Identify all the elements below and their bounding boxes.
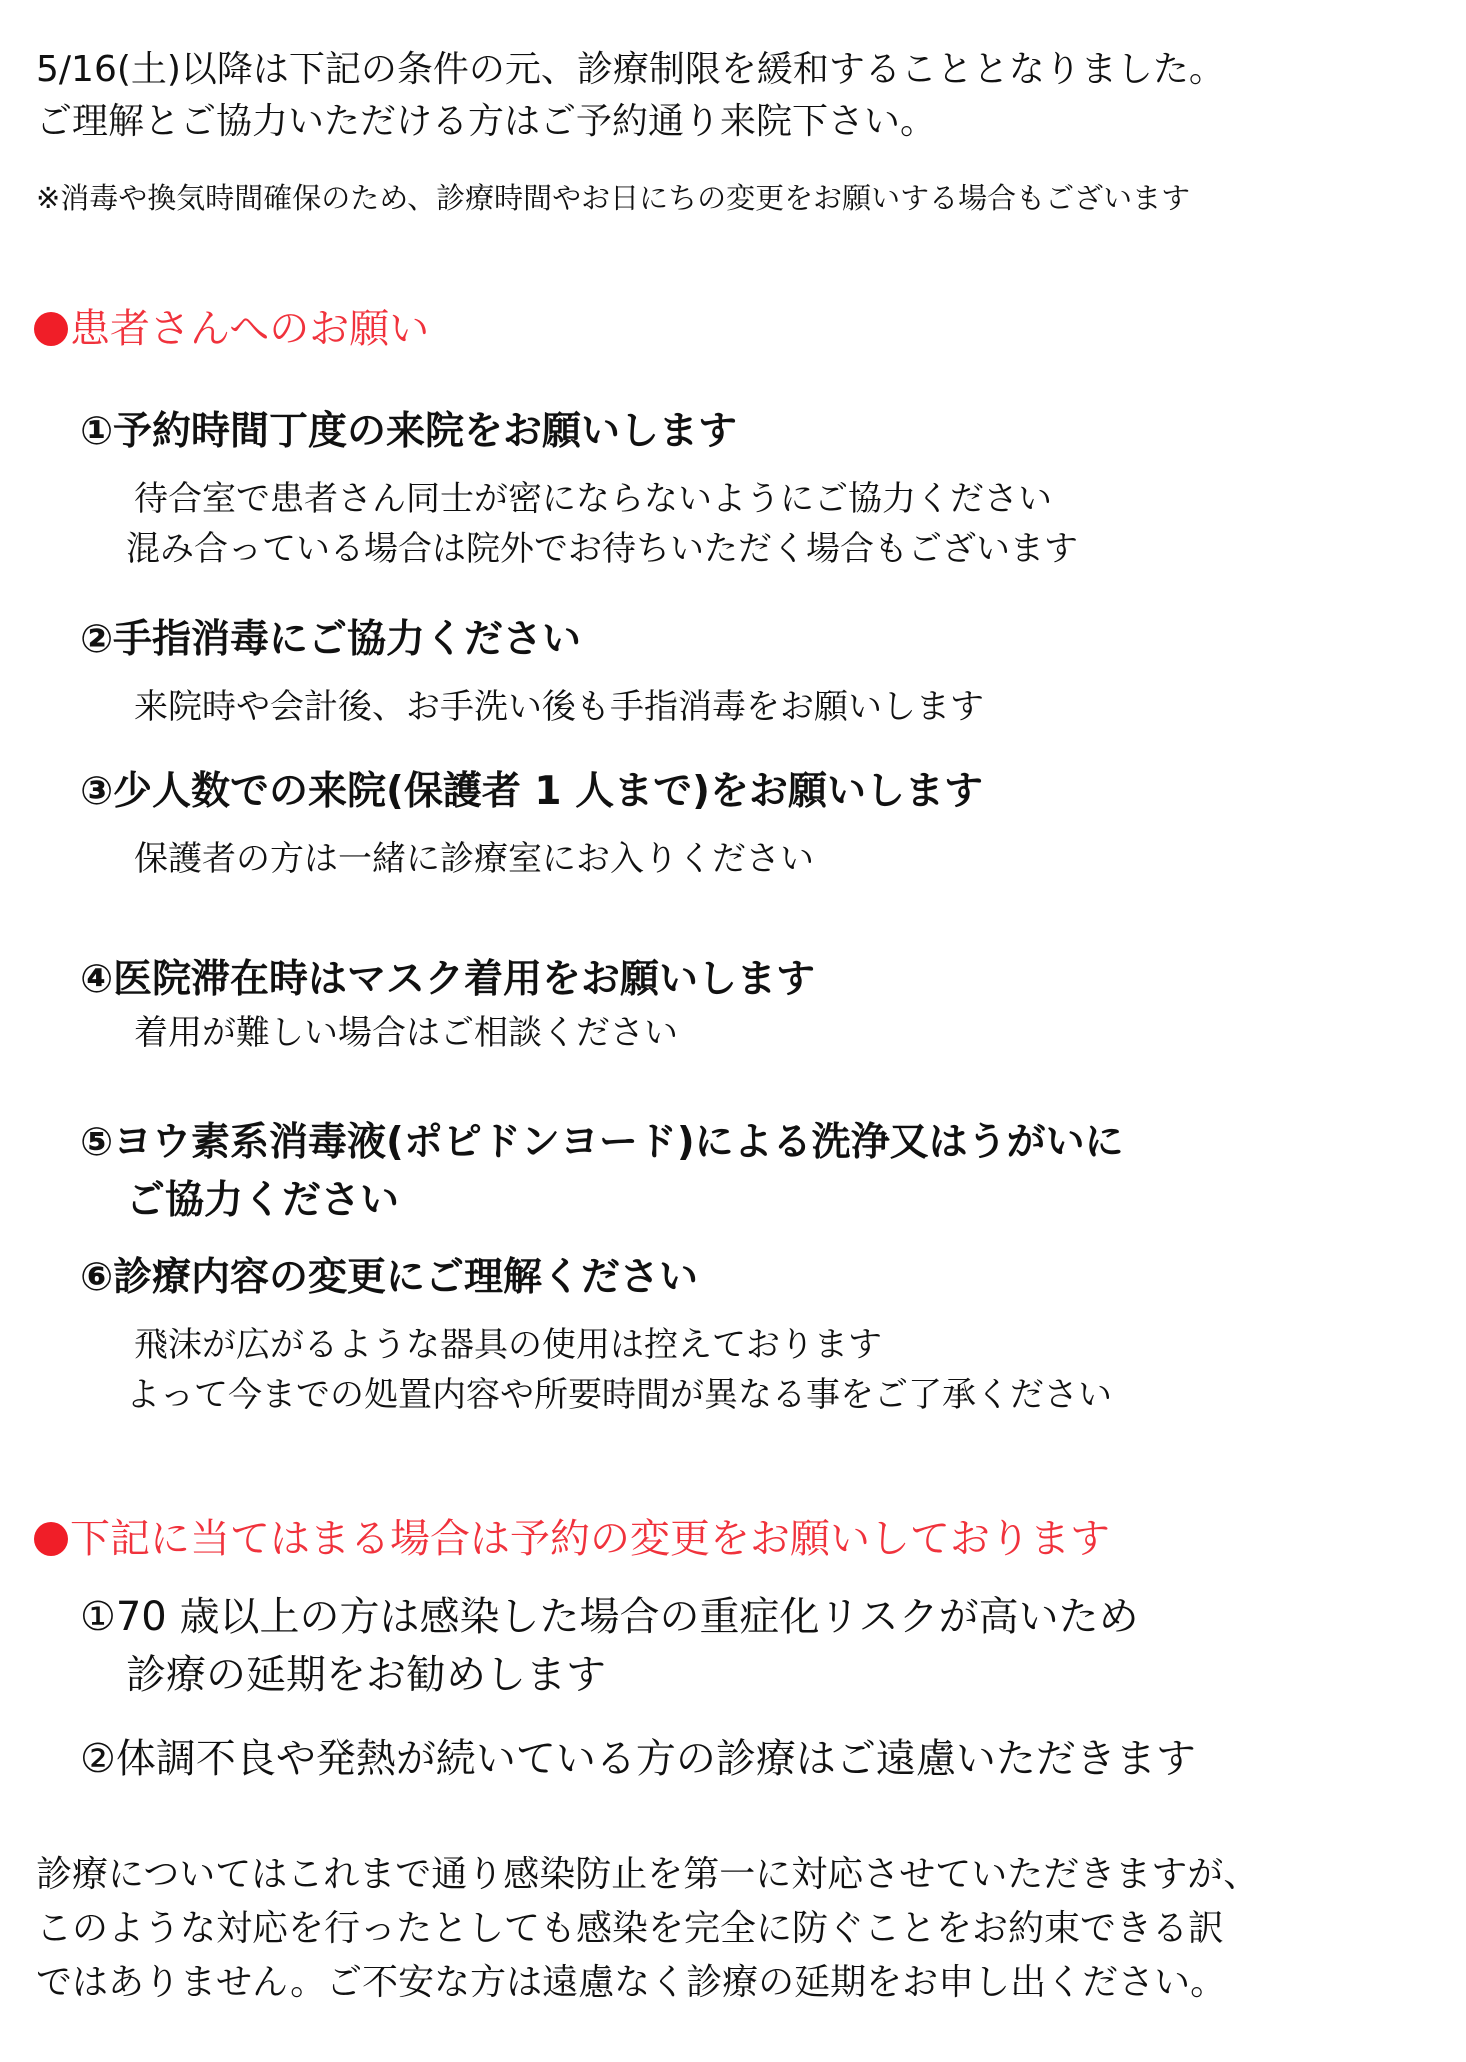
request-desc: [80, 1320, 1112, 1420]
change-item-2: [80, 1730, 1196, 1788]
intro-line: ご理解とご協力いただける方はご予約通り来院下さい。: [36, 101, 937, 142]
request-title: ①予約時間丁度の来院をお願いします: [80, 409, 738, 454]
request-desc: [80, 1008, 815, 1058]
red-bullet-icon: [34, 312, 68, 346]
request-desc-line: 混み合っている場合は院外でお待ちいただく場合もございます: [126, 529, 1078, 569]
request-title: ③少人数での来院(保護者 1 人まで)をお願いします: [80, 769, 983, 814]
closing-line: 診療についてはこれまで通り感染防止を第一に対応させていただきますが、: [36, 1854, 1260, 1895]
request-title: ④医院滞在時はマスク着用をお願いします: [80, 957, 816, 1002]
intro-line: 5/16(土)以降は下記の条件の元、診療制限を緩和することとなりました。: [36, 49, 1225, 90]
intro-text: [36, 44, 1225, 148]
request-title: ⑥診療内容の変更にご理解ください: [80, 1255, 699, 1300]
request-title: [80, 1114, 1124, 1230]
request-desc: [80, 474, 1078, 574]
change-item-line: ②体調不良や発熱が続いている方の診療はご遠慮いただきます: [80, 1736, 1196, 1782]
section-heading-label: 患者さんへのお願い: [70, 306, 430, 352]
request-desc-line: 待合室で患者さん同士が密にならないようにご協力ください: [134, 479, 1052, 519]
red-bullet-icon: [34, 1522, 68, 1556]
appointment-change-heading: [34, 1512, 1110, 1566]
request-desc-line: 保護者の方は一緒に診療室にお入りください: [134, 839, 814, 879]
request-desc-line: 来院時や会計後、お手洗い後も手指消毒をお願いします: [134, 687, 984, 727]
section-heading-label: 下記に当てはまる場合は予約の変更をお願いしております: [70, 1516, 1110, 1562]
patient-requests-heading: [34, 302, 429, 356]
request-item-2: [80, 612, 984, 732]
change-item-line: ①70 歳以上の方は感染した場合の重症化リスクが高いため: [80, 1594, 1139, 1640]
closing-line: このような対応を行ったとしても感染を完全に防ぐことをお約束できる訳: [36, 1908, 1225, 1949]
disinfection-note: ※消毒や換気時間確保のため、診療時間やお日にちの変更をお願いする場合もございます: [36, 181, 1191, 215]
change-item-1: [80, 1588, 1139, 1704]
request-desc: [80, 834, 983, 884]
closing-line: ではありません。ご不安な方は遠慮なく診療の延期をお申し出ください。: [36, 1962, 1227, 2003]
request-title-line: ⑤ヨウ素系消毒液(ポピドンヨード)による洗浄又はうがいに: [80, 1120, 1124, 1165]
request-desc: [80, 682, 984, 732]
request-title-line: ご協力ください: [126, 1178, 400, 1223]
request-desc-line: 飛沫が広がるような器具の使用は控えております: [134, 1325, 882, 1365]
request-desc-line: 着用が難しい場合はご相談ください: [134, 1013, 678, 1053]
change-item-line: 診療の延期をお勧めします: [126, 1652, 606, 1698]
request-item-4: [80, 952, 815, 1058]
request-item-3: [80, 764, 983, 884]
request-title: ②手指消毒にご協力ください: [80, 617, 582, 662]
request-item-6: [80, 1250, 1112, 1420]
request-item-1: [80, 404, 1078, 574]
request-desc-line: よって今までの処置内容や所要時間が異なる事をご了承ください: [126, 1375, 1112, 1415]
closing-text: [36, 1848, 1259, 2010]
request-item-5: [80, 1114, 1124, 1230]
